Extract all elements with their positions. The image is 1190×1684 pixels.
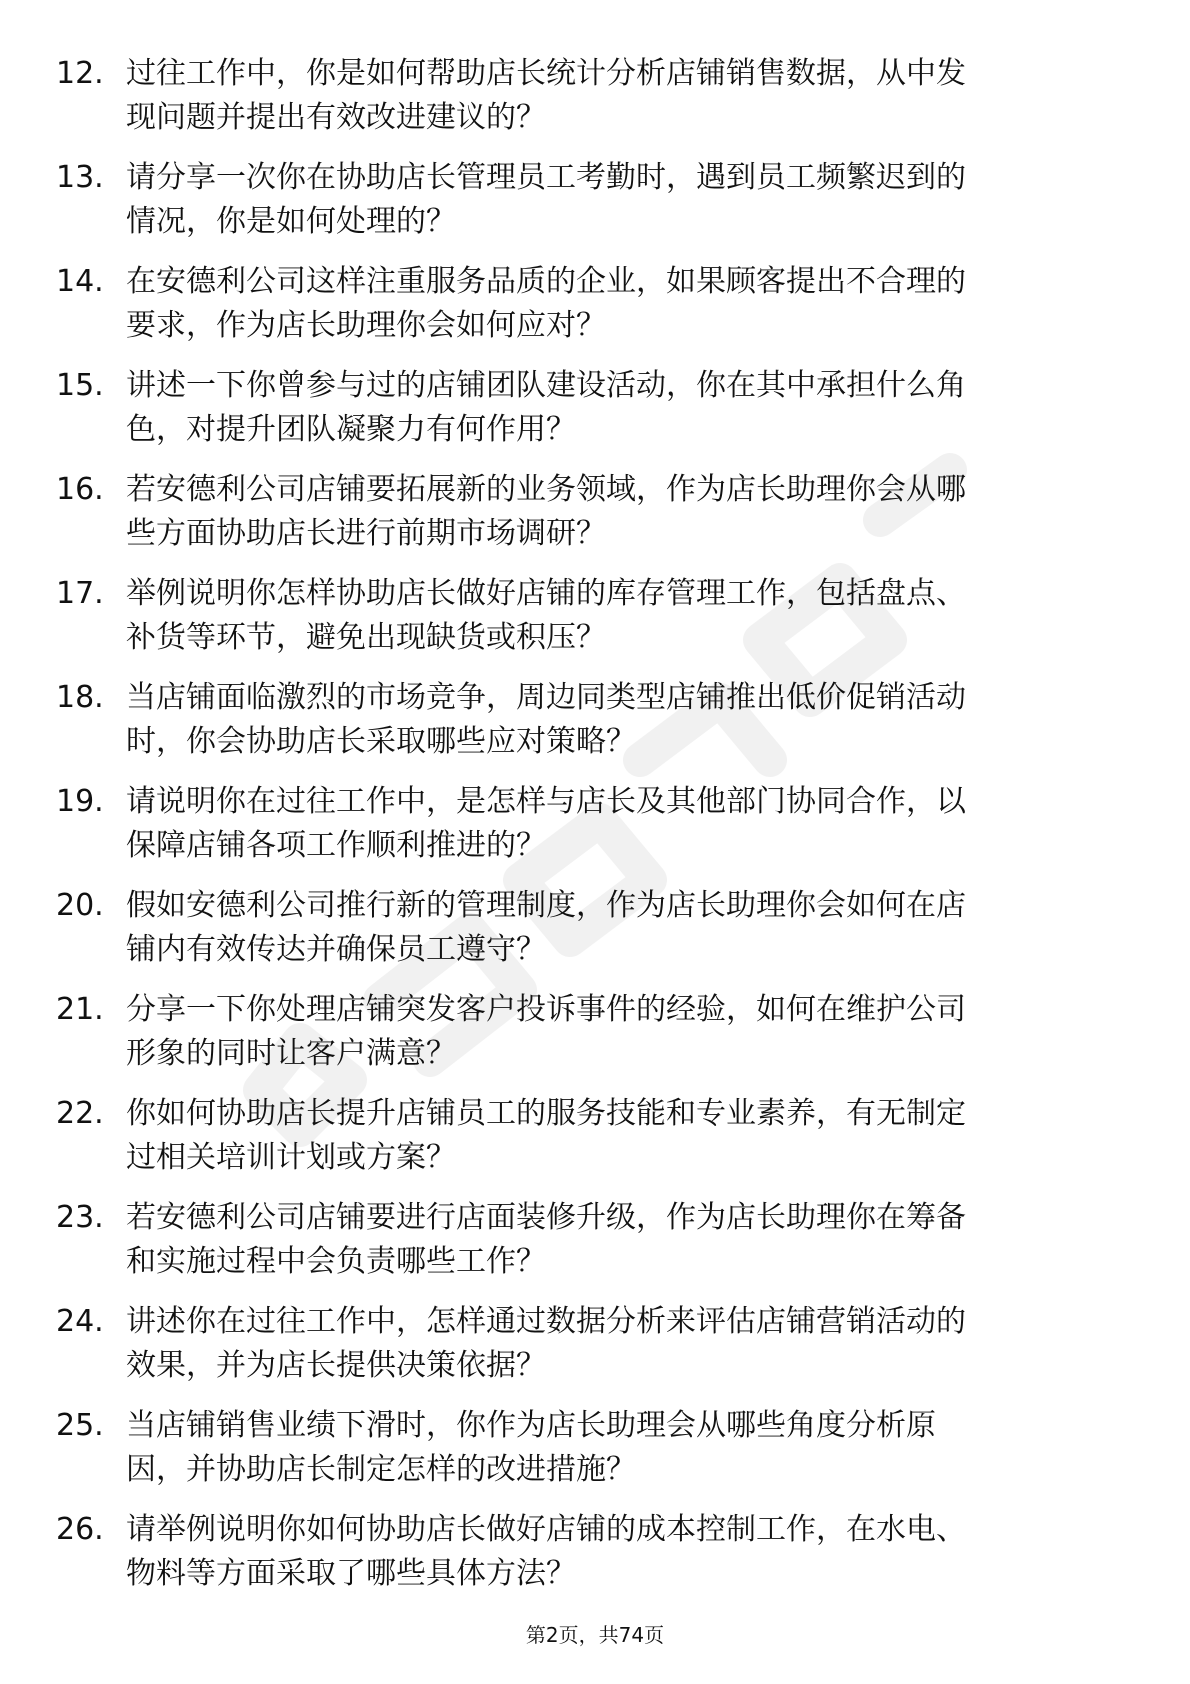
question-item-15	[0, 364, 1190, 468]
question-item-21	[0, 988, 1190, 1092]
question-item-16	[0, 468, 1190, 572]
question-item-12	[0, 52, 1190, 156]
question-list	[0, 52, 1190, 1612]
question-text-line2: 因，并协助店长制定怎样的改进措施？	[126, 1452, 636, 1487]
question-text-line1: 你如何协助店长提升店铺员工的服务技能和专业素养，有无制定	[126, 1096, 966, 1131]
question-text-line1: 请举例说明你如何协助店长做好店铺的成本控制工作，在水电、	[126, 1512, 966, 1547]
question-text-line1: 讲述你在过往工作中，怎样通过数据分析来评估店铺营销活动的	[126, 1304, 966, 1339]
question-text-line2: 形象的同时让客户满意？	[126, 1036, 456, 1071]
question-text-line2: 色，对提升团队凝聚力有何作用？	[126, 412, 576, 447]
question-text-line2: 现问题并提出有效改进建议的？	[126, 100, 546, 135]
question-text-line2: 保障店铺各项工作顺利推进的？	[126, 828, 546, 863]
question-number: 14.	[56, 264, 104, 299]
question-text-line2: 效果，并为店长提供决策依据？	[126, 1348, 546, 1383]
question-number: 16.	[56, 472, 104, 507]
question-item-24	[0, 1300, 1190, 1404]
question-text-line2: 要求，作为店长助理你会如何应对？	[126, 308, 606, 343]
question-text-line1: 若安德利公司店铺要拓展新的业务领域，作为店长助理你会从哪	[126, 472, 966, 507]
question-text-line2: 铺内有效传达并确保员工遵守？	[126, 932, 546, 967]
question-item-20	[0, 884, 1190, 988]
question-item-26	[0, 1508, 1190, 1612]
question-text-line2: 物料等方面采取了哪些具体方法？	[126, 1556, 576, 1591]
question-number: 19.	[56, 784, 104, 819]
question-item-14	[0, 260, 1190, 364]
question-item-13	[0, 156, 1190, 260]
question-number: 25.	[56, 1408, 104, 1443]
question-text-line1: 假如安德利公司推行新的管理制度，作为店长助理你会如何在店	[126, 888, 966, 923]
question-number: 23.	[56, 1200, 104, 1235]
question-item-22	[0, 1092, 1190, 1196]
question-number: 17.	[56, 576, 104, 611]
question-number: 12.	[56, 56, 104, 91]
question-text-line2: 情况，你是如何处理的？	[126, 204, 456, 239]
question-text-line1: 请说明你在过往工作中，是怎样与店长及其他部门协同合作，以	[126, 784, 966, 819]
question-text-line2: 补货等环节，避免出现缺货或积压？	[126, 620, 606, 655]
question-text-line2: 时，你会协助店长采取哪些应对策略？	[126, 724, 636, 759]
question-number: 20.	[56, 888, 104, 923]
question-number: 26.	[56, 1512, 104, 1547]
question-item-18	[0, 676, 1190, 780]
question-number: 24.	[56, 1304, 104, 1339]
question-item-25	[0, 1404, 1190, 1508]
question-text-line2: 些方面协助店长进行前期市场调研？	[126, 516, 606, 551]
question-item-19	[0, 780, 1190, 884]
question-text-line1: 讲述一下你曾参与过的店铺团队建设活动，你在其中承担什么角	[126, 368, 966, 403]
question-text-line1: 分享一下你处理店铺突发客户投诉事件的经验，如何在维护公司	[126, 992, 966, 1027]
question-text-line1: 请分享一次你在协助店长管理员工考勤时，遇到员工频繁迟到的	[126, 160, 966, 195]
question-number: 22.	[56, 1096, 104, 1131]
page-number-label: 第2页，共74页	[525, 1623, 665, 1647]
question-text-line1: 过往工作中，你是如何帮助店长统计分析店铺销售数据，从中发	[126, 56, 966, 91]
question-text-line2: 和实施过程中会负责哪些工作？	[126, 1244, 546, 1279]
question-number: 15.	[56, 368, 104, 403]
question-text-line1: 当店铺销售业绩下滑时，你作为店长助理会从哪些角度分析原	[126, 1408, 936, 1443]
question-text-line2: 过相关培训计划或方案？	[126, 1140, 456, 1175]
question-text-line1: 当店铺面临激烈的市场竞争，周边同类型店铺推出低价促销活动	[126, 680, 966, 715]
question-text-line1: 在安德利公司这样注重服务品质的企业，如果顾客提出不合理的	[126, 264, 966, 299]
question-number: 21.	[56, 992, 104, 1027]
question-number: 13.	[56, 160, 104, 195]
question-item-17	[0, 572, 1190, 676]
question-item-23	[0, 1196, 1190, 1300]
question-text-line1: 若安德利公司店铺要进行店面装修升级，作为店长助理你在筹备	[126, 1200, 966, 1235]
page-footer	[0, 1620, 1190, 1650]
question-number: 18.	[56, 680, 104, 715]
question-text-line1: 举例说明你怎样协助店长做好店铺的库存管理工作，包括盘点、	[126, 576, 966, 611]
